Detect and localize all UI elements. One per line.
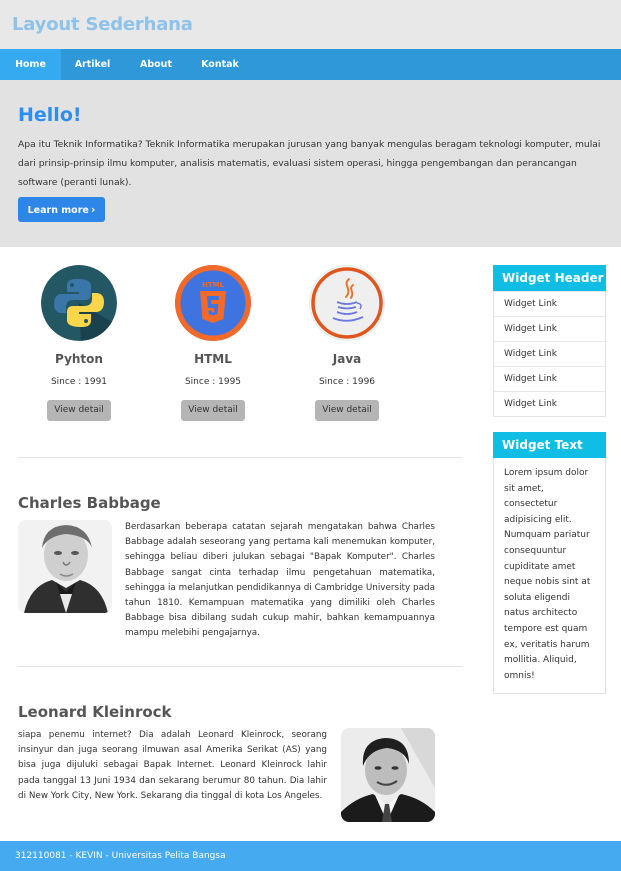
language-name: Pyhton bbox=[55, 352, 103, 366]
widget-header: Widget Header bbox=[493, 265, 606, 291]
svg-text:HTML: HTML bbox=[201, 281, 225, 289]
nav-item-home[interactable]: Home bbox=[0, 49, 61, 80]
article-title-babbage: Charles Babbage bbox=[18, 494, 161, 512]
python-logo-icon bbox=[41, 265, 117, 341]
kleinrock-portrait-image bbox=[341, 728, 435, 822]
site-title: Layout Sederhana bbox=[12, 14, 193, 35]
section-divider bbox=[18, 457, 462, 458]
widget-text bbox=[493, 432, 606, 694]
language-card-python bbox=[39, 265, 119, 421]
nav-item-artikel[interactable]: Artikel bbox=[74, 59, 111, 70]
widget-link[interactable]: Widget Link bbox=[494, 391, 605, 416]
nav-item-kontak[interactable]: Kontak bbox=[201, 59, 239, 70]
article-text-babbage: Berdasarkan beberapa catatan sejarah mengatakan bahwa Charles Babbage adalah seseorang yang pertama kali menemukan komputer, sehingga beliau diberi julukan sebagai "Bapak Komputer". Charles Babbage sangat cinta terhadap ilmu pengetahuan matematika, sehingga ia melanjutkan pendidikannya di Cambridge University pada tahun 1810. Kemampuan matematika yang dimiliki oleh Charles Babbage bisa dibilang sudah cukup mahir, bahkan kemampuannya mampu melebihi pengajarnya. bbox=[125, 522, 435, 639]
main-nav bbox=[0, 49, 621, 80]
article-text-kleinrock: siapa penemu internet? Dia adalah Leonard Kleinrock, seorang insinyur dan juga seorang ilmuwan asal Amerika Serikat (AS) yang bisa juga dijuluki sebagai Bapak Internet. Leonard Kleinrock lahir pada tanggal 13 Juni 1934 dan sekarang berumur 80 tahun. Dia lahir di New York City, New York. Sekarang dia tinggal di kota Los Angeles. bbox=[18, 730, 327, 801]
footer-text: 312110081 - KEVIN - Universitas Pelita Bangsa bbox=[15, 851, 226, 861]
site-header bbox=[0, 0, 621, 49]
site-footer bbox=[0, 841, 621, 871]
view-detail-button[interactable]: View detail bbox=[315, 400, 379, 421]
widget-text-body: Lorem ipsum dolor sit amet, consectetur adipisicing elit. Numquam pariatur consequuntur cupiditate amet neque nobis sint at soluta eligendi natus architecto tempore est quam ex, veritatis harum mollitia. Aliquid, omnis! bbox=[504, 468, 591, 681]
nav-item-about[interactable]: About bbox=[140, 59, 172, 70]
widget-text-header: Widget Text bbox=[493, 432, 606, 458]
hero-section bbox=[0, 80, 621, 247]
widget-link[interactable]: Widget Link bbox=[494, 291, 605, 316]
language-since: Since : 1991 bbox=[50, 377, 108, 387]
article-title-kleinrock: Leonard Kleinrock bbox=[18, 703, 172, 721]
hero-text: Apa itu Teknik Informatika? Teknik Informatika merupakan jurusan yang banyak mengulas beragam teknologi komputer, mulai dari prinsip-prinsip ilmu komputer, analisis matematis, evaluasi sistem operasi, hingga pengembangan dan perancangan software (peranti lunak). bbox=[18, 139, 601, 188]
language-since: Since : 1995 bbox=[184, 377, 242, 387]
hero-title: Hello! bbox=[18, 104, 82, 126]
view-detail-button[interactable]: View detail bbox=[47, 400, 111, 421]
chevron-right-icon: › bbox=[90, 203, 96, 216]
language-name: Java bbox=[332, 352, 362, 366]
widget-links bbox=[493, 265, 606, 417]
widget-link[interactable]: Widget Link bbox=[494, 316, 605, 341]
language-card-java bbox=[307, 265, 387, 421]
language-card-html bbox=[173, 265, 253, 421]
babbage-portrait-image bbox=[18, 520, 112, 613]
view-detail-button[interactable]: View detail bbox=[181, 400, 245, 421]
language-name: HTML bbox=[194, 352, 232, 366]
html5-logo-icon bbox=[175, 265, 251, 341]
widget-link[interactable]: Widget Link bbox=[494, 341, 605, 366]
java-logo-icon bbox=[309, 265, 385, 341]
learn-more-label: Learn more bbox=[27, 205, 89, 216]
learn-more-button[interactable] bbox=[18, 197, 105, 222]
widget-link[interactable]: Widget Link bbox=[494, 366, 605, 391]
language-since: Since : 1996 bbox=[318, 377, 376, 387]
section-divider bbox=[18, 666, 462, 667]
